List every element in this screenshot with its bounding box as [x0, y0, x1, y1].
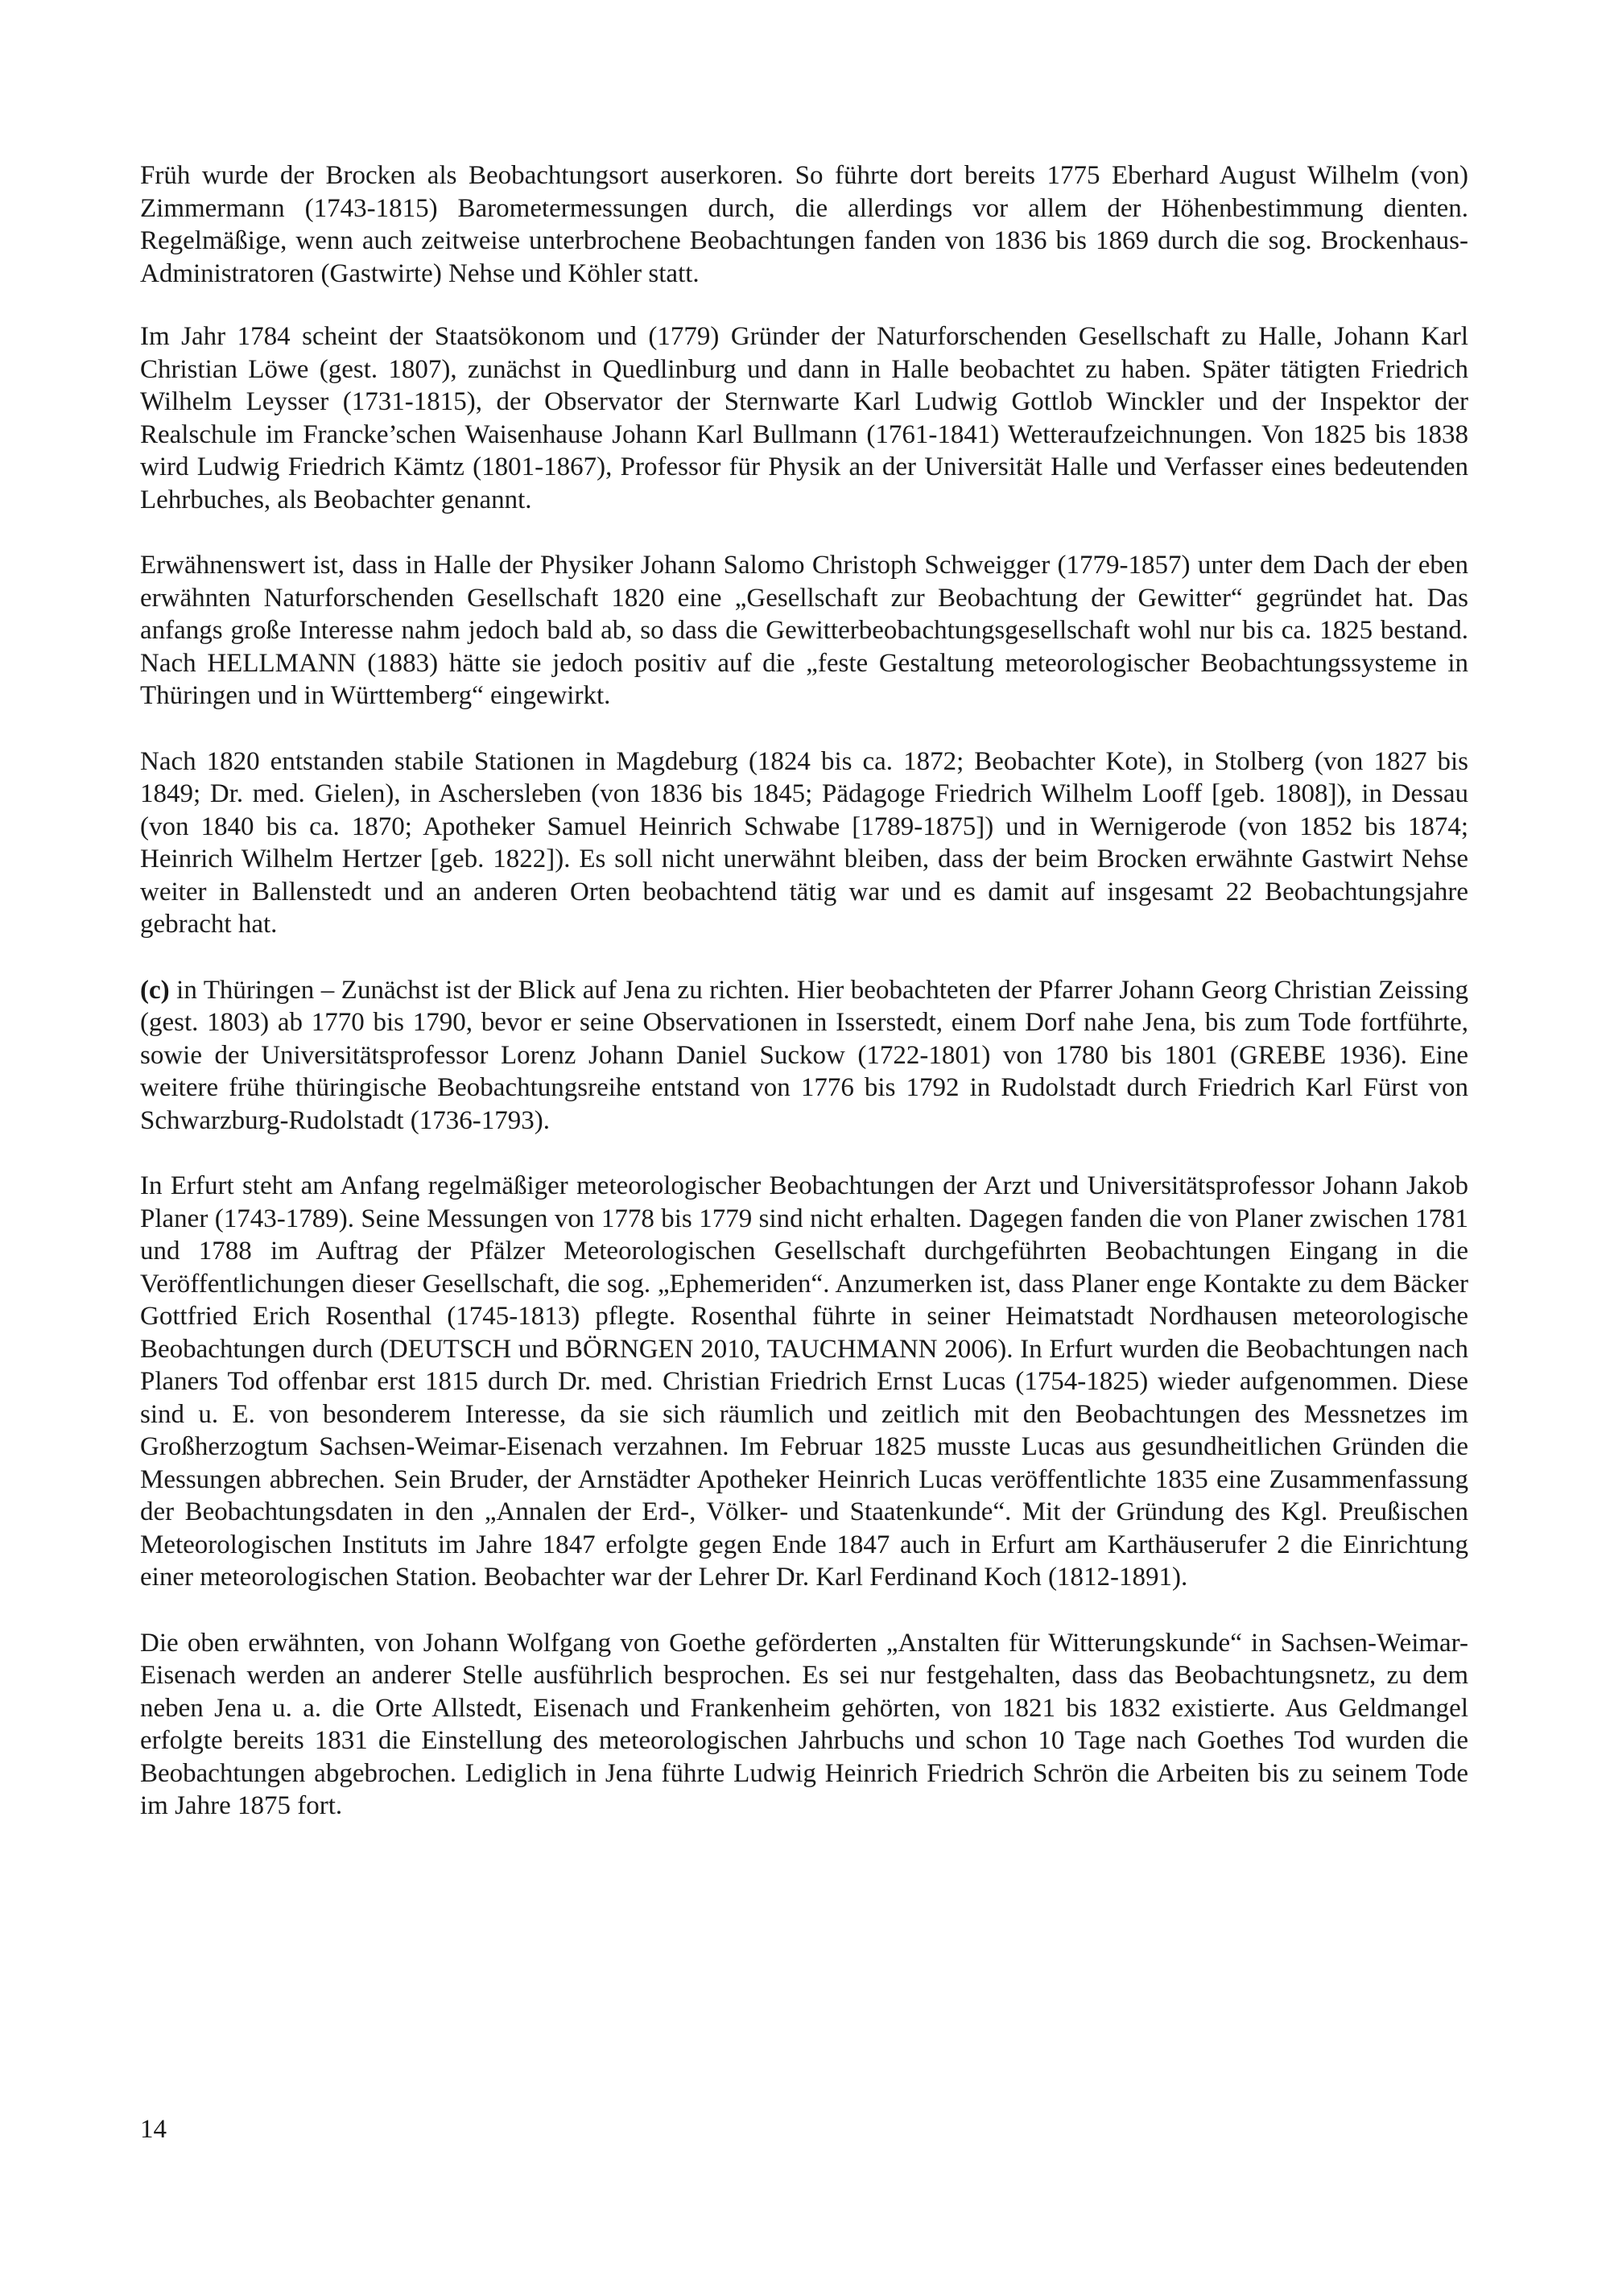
section-label-c: (c)	[140, 975, 170, 1005]
paragraph-stations-1820: Nach 1820 entstanden stabile Stationen in Magdeburg (1824 bis ca. 1872; Beobachter Kote), in Stolberg (von 1827 bis 1849; Dr. med. Gielen), in Aschersleben (von 1836 bis 1845; Pädagoge Friedrich Wilhelm Looff [geb. 1808]), in Dessau (von 1840 bis ca. 1870; Apotheker Samuel Heinrich Schwabe [1789-1875]) und in Wernigerode (von 1852 bis 1874; Heinrich Wilhelm Hertzer [geb. 1822]). Es soll nicht unerwähnt bleiben, dass der beim Brocken erwähnte Gastwirt Nehse weiter in Ballenstedt und an anderen Orten beobachtend tätig war und es damit auf insgesamt 22 Beobachtungsjahre gebracht hat.	[140, 746, 1468, 939]
paragraph-schweigger: Erwähnenswert ist, dass in Halle der Physiker Johann Salomo Christoph Schweigger (1779-1857) unter dem Dach der eben erwähnten Naturforschenden Gesellschaft 1820 eine „Gesellschaft zur Beobachtung der Gewitter“ gegründet hat. Das anfangs große Interesse nahm jedoch bald ab, so dass die Gewitterbeobachtungsgesellschaft wohl nur bis ca. 1825 bestand. Nach HELLMANN (1883) hätte sie jedoch positiv auf die „feste Gestaltung meteorologischer Beobachtungssysteme in Thüringen und in Württemberg“ eingewirkt.	[140, 551, 1468, 710]
paragraph-brocken: Früh wurde der Brocken als Beobachtungsort auserkoren. So führte dort bereits 1775 Eberhard August Wilhelm (von) Zimmermann (1743-1815) Barometermessungen durch, die allerdings vor allem der Höhenbestimmung dienten. Regelmäßige, wenn auch zeitweise unterbrochene Beobachtungen fanden von 1836 bis 1869 durch die sog. Brockenhaus-Administratoren (Gastwirte) Nehse und Köhler statt.	[140, 161, 1468, 288]
body-text	[140, 159, 1468, 1856]
section-c-text: in Thüringen – Zunächst ist der Blick auf Jena zu richten. Hier beobachteten der Pfarrer Johann Georg Christian Zeissing (gest. 1803) ab 1770 bis 1790, bevor er seine Observationen in Isserstedt, einem Dorf nahe Jena, bis zum Tode fortführte, sowie der Universitätsprofessor Lorenz Johann Daniel Suckow (1722-1801) von 1780 bis 1801 (GREBE 1936). Eine weitere frühe thüringische Beobachtungsreihe entstand von 1776 bis 1792 in Rudolstadt durch Friedrich Karl Fürst von Schwarzburg-Rudolstadt (1736-1793).	[140, 975, 1468, 1135]
page-number: 14	[140, 2115, 167, 2144]
paragraph-halle-1784: Im Jahr 1784 scheint der Staatsökonom und (1779) Gründer der Naturforschenden Gesellschaft zu Halle, Johann Karl Christian Löwe (gest. 1807), zunächst in Quedlinburg und dann in Halle beobachtet zu haben. Später tätigten Friedrich Wilhelm Leysser (1731-1815), der Observator der Sternwarte Karl Ludwig Gottlob Winckler und der Inspektor der Realschule im Francke’schen Waisenhause Johann Karl Bullmann (1761-1841) Wetteraufzeichnungen. Von 1825 bis 1838 wird Ludwig Friedrich Kämtz (1801-1867), Professor für Physik an der Universität Halle und Verfasser eines bedeutenden Lehrbuches, als Beobachter genannt.	[140, 322, 1468, 514]
paragraph-erfurt: In Erfurt steht am Anfang regelmäßiger meteorologischer Beobachtungen der Arzt und Universitätsprofessor Johann Jakob Planer (1743-1789). Seine Messungen von 1778 bis 1779 sind nicht erhalten. Dagegen fanden die von Planer zwischen 1781 und 1788 im Auftrag der Pfälzer Meteorologischen Gesellschaft durchgeführten Beobachtungen Eingang in die Veröffentlichungen dieser Gesellschaft, die sog. „Ephemeriden“. Anzumerken ist, dass Planer enge Kontakte zu dem Bäcker Gottfried Erich Rosenthal (1745-1813) pflegte. Rosenthal führte in seiner Heimatstadt Nordhausen meteorologische Beobachtungen durch (DEUTSCH und BÖRNGEN 2010, TAUCHMANN 2006). In Erfurt wurden die Beobachtungen nach Planers Tod offenbar erst 1815 durch Dr. med. Christian Friedrich Ernst Lucas (1754-1825) wieder aufgenommen. Diese sind u. E. von besonderem Interesse, da sie sich räumlich und zeitlich mit den Beobachtungen des Messnetzes im Großherzogtum Sachsen-Weimar-Eisenach verzahnen. Im Februar 1825 musste Lucas aus gesundheitlichen Gründen die Messungen abbrechen. Sein Bruder, der Arnstädter Apotheker Heinrich Lucas veröffentlichte 1835 eine Zusammenfassung der Beobachtungsdaten in den „Annalen der Erd-, Völker- und Staatenkunde“. Mit der Gründung des Kgl. Preußischen Meteorologischen Instituts im Jahre 1847 erfolgte gegen Ende 1847 auch in Erfurt am Karthäuserufer 2 die Einrichtung einer meteorologischen Station. Beobachter war der Lehrer Dr. Karl Ferdinand Koch (1812-1891).	[140, 1171, 1468, 1592]
paragraph-thueringen	[140, 974, 1468, 1138]
paragraph-goethe: Die oben erwähnten, von Johann Wolfgang von Goethe geförderten „Anstalten für Witterungskunde“ in Sachsen-Weimar-Eisenach werden an anderer Stelle ausführlich besprochen. Es sei nur festgehalten, dass das Beobachtungsnetz, zu dem neben Jena u. a. die Orte Allstedt, Eisenach und Frankenheim gehörten, von 1821 bis 1832 existierte. Aus Geldmangel erfolgte bereits 1831 die Einstellung des meteorologischen Jahrbuchs und schon 10 Tage nach Goethes Tod wurden die Beobachtungen abgebrochen. Lediglich in Jena führte Ludwig Heinrich Friedrich Schrön die Arbeiten bis zu seinem Tode im Jahre 1875 fort.	[140, 1628, 1468, 1820]
